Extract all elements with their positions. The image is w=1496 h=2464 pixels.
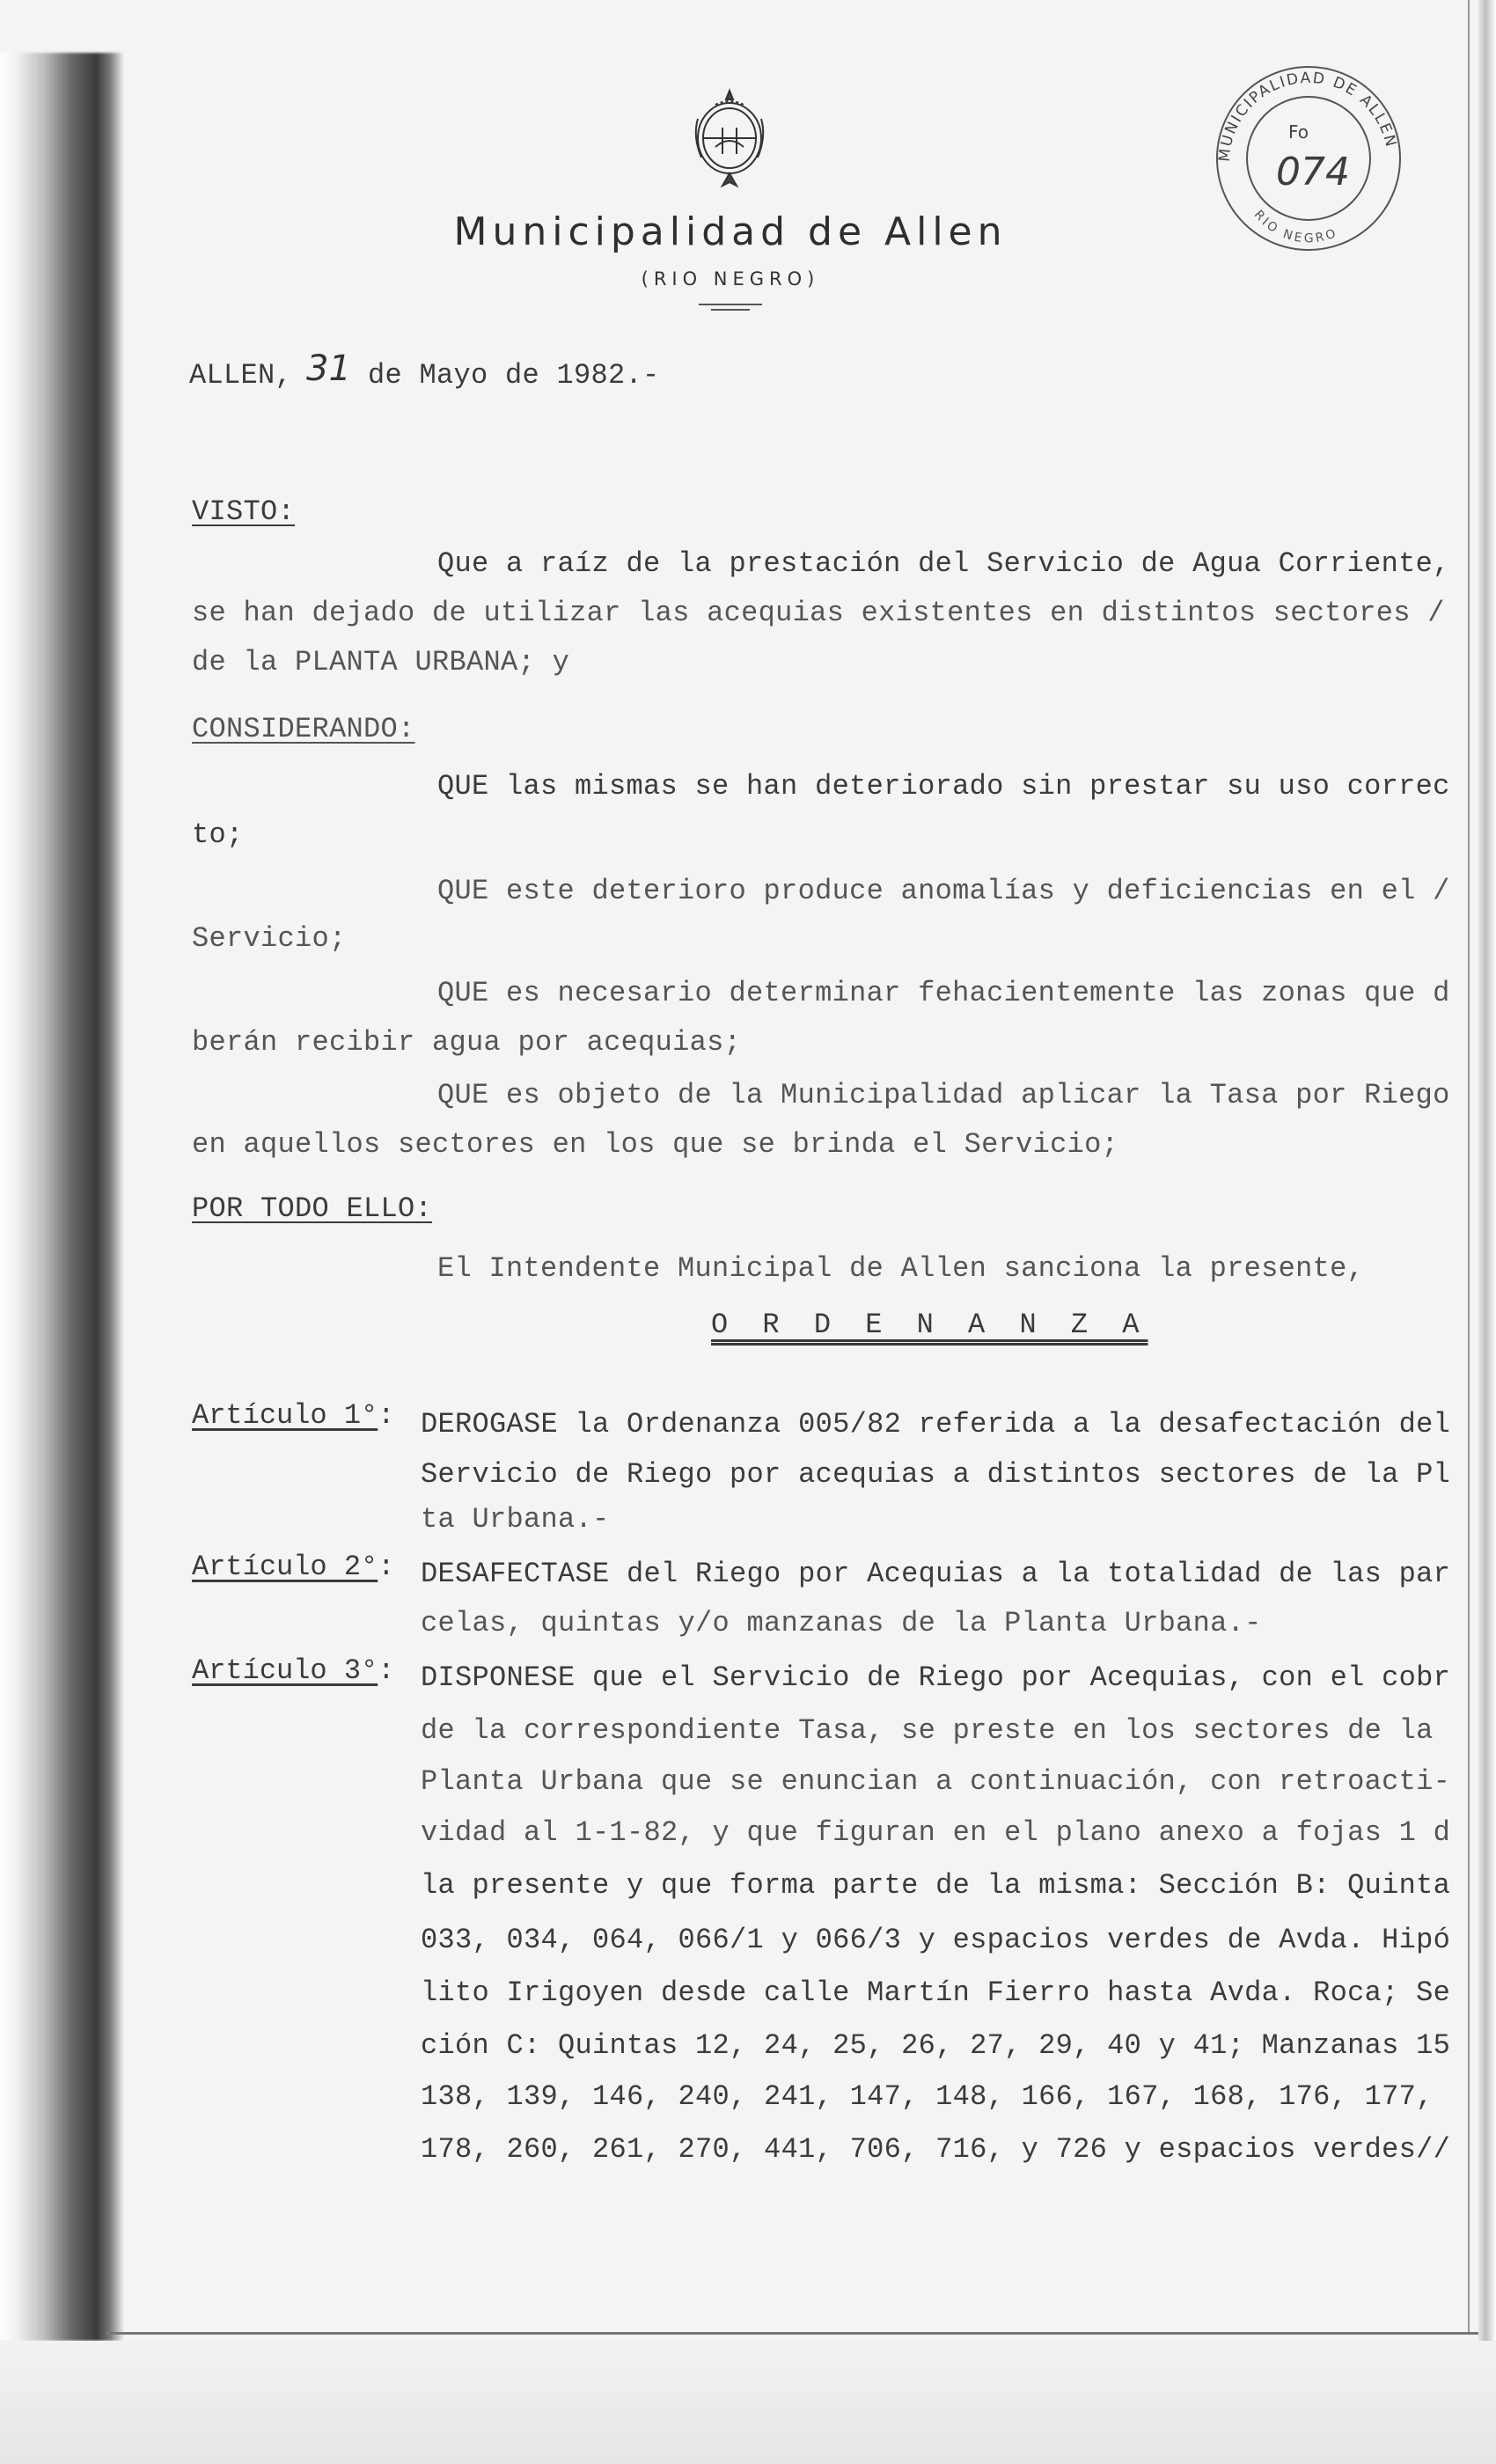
province-name: (RIO NEGRO) [641, 268, 820, 290]
letterhead-rule [711, 309, 750, 311]
page-edge [1478, 0, 1496, 2464]
considerando-line: en aquellos sectores en los que se brinda el Servicio; [192, 1128, 1119, 1161]
considerando-line: to; [192, 818, 244, 851]
article-3-line: lito Irigoyen desde calle Martín Fierro hasta Avda. Roca; Se [421, 1976, 1451, 2009]
article-1-line: Servicio de Riego por acequias a distintos sectores de la Pl [421, 1458, 1451, 1491]
considerando-heading: CONSIDERANDO: [192, 713, 415, 745]
svg-text:RIO NEGRO [1251, 208, 1340, 246]
date-prefix: ALLEN, [189, 359, 293, 392]
visto-heading: VISTO: [192, 495, 296, 528]
article-3-line: 138, 139, 146, 240, 241, 147, 148, 166, 167, 168, 176, 177, [421, 2080, 1434, 2113]
visto-line: de la PLANTA URBANA; y [192, 646, 570, 678]
article-3-line: DISPONESE que el Servicio de Riego por Acequias, con el cobr [421, 1661, 1451, 1694]
considerando-line: QUE las mismas se han deteriorado sin prestar su uso correc [437, 770, 1450, 803]
article-3-line: 178, 260, 261, 270, 441, 706, 716, y 726 y espacios verdes// [421, 2133, 1451, 2166]
stamp-text-top: MUNICIPALIDAD DE ALLEN [1215, 69, 1400, 163]
article-3-line: la presente y que forma parte de la misma: Sección B: Quinta [421, 1869, 1451, 1902]
coat-of-arms-icon [689, 84, 770, 198]
visto-line: se han dejado de utilizar las acequias existentes en distintos sectores / [192, 597, 1445, 629]
visto-line: Que a raíz de la prestación del Servicio de Agua Corriente, [437, 547, 1450, 580]
svg-text:MUNICIPALIDAD DE ALLEN [1216, 70, 1400, 163]
article-2-line: celas, quintas y/o manzanas de la Planta Urbana.- [421, 1607, 1262, 1639]
page-bottom-area [0, 2341, 1496, 2464]
margin-line [1468, 0, 1470, 2332]
page-bottom-edge [106, 2332, 1478, 2335]
article-1-line: DEROGASE la Ordenanza 005/82 referida a la desafectación del [421, 1408, 1451, 1441]
date-day: 31 [306, 348, 351, 389]
sanction-line: El Intendente Municipal de Allen sanciona la presente, [437, 1252, 1365, 1285]
article-2-line: DESAFECTASE del Riego por Acequias a la totalidad de las par [421, 1558, 1451, 1590]
ordenanza-title: O R D E N A N Z A [711, 1309, 1148, 1341]
article-3-line: vidad al 1-1-82, y que figuran en el plano anexo a fojas 1 d [421, 1816, 1451, 1849]
considerando-line: Servicio; [192, 922, 347, 955]
article-3-line: Planta Urbana que se enuncian a continuación, con retroacti- [421, 1765, 1451, 1798]
article-3-line: 033, 034, 064, 066/1 y 066/3 y espacios verdes de Avda. Hipó [421, 1924, 1451, 1956]
stamp-text-bottom: RIO NEGRO [1250, 208, 1340, 246]
article-label-text: Artículo 1° [192, 1399, 378, 1432]
article-1-line: ta Urbana.- [421, 1503, 610, 1536]
considerando-line: QUE es necesario determinar fehacientemente las zonas que d [437, 977, 1450, 1009]
article-3-line: ción C: Quintas 12, 24, 25, 26, 27, 29, 40 y 41; Manzanas 15 [421, 2029, 1451, 2062]
article-3-label: Artículo 3°: [192, 1654, 395, 1687]
por-todo-ello-heading: POR TODO ELLO: [192, 1192, 433, 1225]
municipality-name: Municipalidad de Allen [453, 209, 1008, 254]
considerando-line: berán recibir agua por acequias; [192, 1026, 742, 1059]
date-rest: de Mayo de 1982.- [368, 359, 660, 392]
considerando-line: QUE es objeto de la Municipalidad aplicar la Tasa por Riego [437, 1079, 1450, 1111]
article-1-label: Artículo 1°: [192, 1399, 395, 1432]
binding-shadow [0, 53, 123, 2341]
letterhead-rule [699, 304, 762, 305]
stamp-folio-label: Fo [1288, 121, 1309, 143]
article-label-text: Artículo 2° [192, 1551, 378, 1583]
article-label-text: Artículo 3° [192, 1654, 378, 1687]
article-3-line: de la correspondiente Tasa, se preste en los sectores de la [421, 1714, 1434, 1747]
article-2-label: Artículo 2°: [192, 1551, 395, 1583]
stamp-folio-number: 074 [1276, 150, 1350, 194]
considerando-line: QUE este deterioro produce anomalías y deficiencias en el / [437, 875, 1450, 907]
